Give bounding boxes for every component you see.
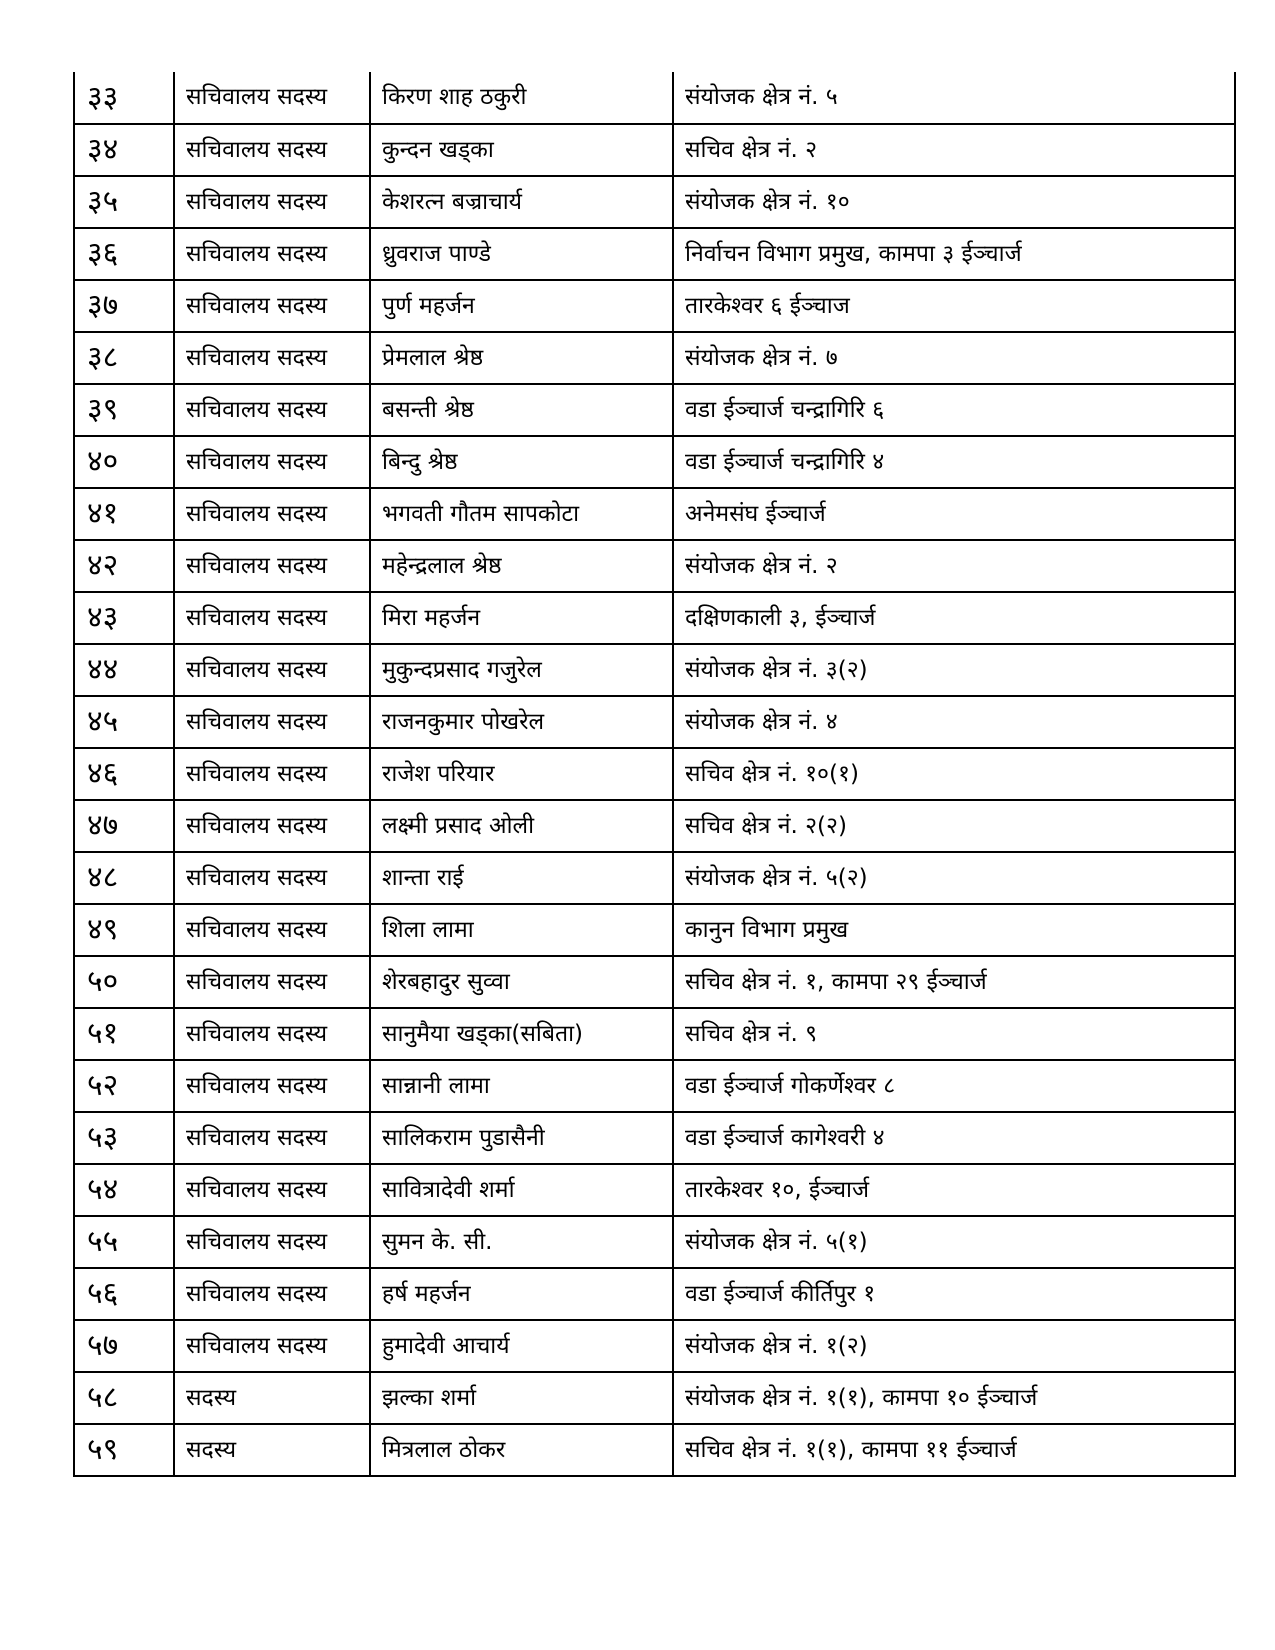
member-name-cell: मित्रलाल ठोकर — [370, 1424, 673, 1476]
table-row — [74, 1320, 1235, 1372]
responsibility-cell: सचिव क्षेत्र नं. १(१), कामपा ११ ईञ्चार्ज — [673, 1424, 1235, 1476]
responsibility-cell: संयोजक क्षेत्र नं. २ — [673, 540, 1235, 592]
role-cell: सदस्य — [174, 1372, 370, 1424]
table-row — [74, 644, 1235, 696]
member-name-cell: केशरत्न बज्राचार्य — [370, 176, 673, 228]
role-cell: सचिवालय सदस्य — [174, 280, 370, 332]
table-row — [74, 1060, 1235, 1112]
role-cell: सचिवालय सदस्य — [174, 1320, 370, 1372]
responsibility-cell: सचिव क्षेत्र नं. १, कामपा २९ ईञ्चार्ज — [673, 956, 1235, 1008]
member-name-cell: बिन्दु श्रेष्ठ — [370, 436, 673, 488]
table-row — [74, 1164, 1235, 1216]
responsibility-cell: वडा ईञ्चार्ज कागेश्वरी ४ — [673, 1112, 1235, 1164]
member-name-cell: झल्का शर्मा — [370, 1372, 673, 1424]
responsibility-cell: सचिव क्षेत्र नं. १०(१) — [673, 748, 1235, 800]
member-name-cell: शिला लामा — [370, 904, 673, 956]
role-cell: सचिवालय सदस्य — [174, 904, 370, 956]
serial-number-cell: ३३ — [74, 72, 174, 124]
serial-number-cell: ४८ — [74, 852, 174, 904]
role-cell: सचिवालय सदस्य — [174, 956, 370, 1008]
role-cell: सचिवालय सदस्य — [174, 384, 370, 436]
table-row — [74, 436, 1235, 488]
serial-number-cell: ३९ — [74, 384, 174, 436]
serial-number-cell: ५४ — [74, 1164, 174, 1216]
serial-number-cell: ३७ — [74, 280, 174, 332]
responsibility-cell: वडा ईञ्चार्ज कीर्तिपुर १ — [673, 1268, 1235, 1320]
responsibility-cell: संयोजक क्षेत्र नं. ५(२) — [673, 852, 1235, 904]
table-row — [74, 176, 1235, 228]
responsibility-cell: कानुन विभाग प्रमुख — [673, 904, 1235, 956]
member-name-cell: मिरा महर्जन — [370, 592, 673, 644]
serial-number-cell: ४४ — [74, 644, 174, 696]
table-row — [74, 72, 1235, 124]
serial-number-cell: ५७ — [74, 1320, 174, 1372]
responsibility-cell: सचिव क्षेत्र नं. २(२) — [673, 800, 1235, 852]
serial-number-cell: ३६ — [74, 228, 174, 280]
responsibility-cell: वडा ईञ्चार्ज गोकर्णेश्वर ८ — [673, 1060, 1235, 1112]
responsibility-cell: तारकेश्वर ६ ईञ्चाज — [673, 280, 1235, 332]
responsibility-cell: संयोजक क्षेत्र नं. ५(१) — [673, 1216, 1235, 1268]
role-cell: सचिवालय सदस्य — [174, 436, 370, 488]
member-name-cell: सावित्रादेवी शर्मा — [370, 1164, 673, 1216]
responsibility-cell: तारकेश्वर १०, ईञ्चार्ज — [673, 1164, 1235, 1216]
member-name-cell: प्रेमलाल श्रेष्ठ — [370, 332, 673, 384]
responsibility-cell: दक्षिणकाली ३, ईञ्चार्ज — [673, 592, 1235, 644]
serial-number-cell: ४९ — [74, 904, 174, 956]
table-row — [74, 540, 1235, 592]
serial-number-cell: ५५ — [74, 1216, 174, 1268]
member-name-cell: ध्रुवराज पाण्डे — [370, 228, 673, 280]
serial-number-cell: ४३ — [74, 592, 174, 644]
table-row — [74, 384, 1235, 436]
member-name-cell: शान्ता राई — [370, 852, 673, 904]
role-cell: सचिवालय सदस्य — [174, 800, 370, 852]
role-cell: सचिवालय सदस्य — [174, 1060, 370, 1112]
serial-number-cell: ४५ — [74, 696, 174, 748]
role-cell: सचिवालय सदस्य — [174, 176, 370, 228]
table-row — [74, 1216, 1235, 1268]
role-cell: सचिवालय सदस्य — [174, 72, 370, 124]
responsibility-cell: संयोजक क्षेत्र नं. ४ — [673, 696, 1235, 748]
table-row — [74, 488, 1235, 540]
role-cell: सचिवालय सदस्य — [174, 696, 370, 748]
role-cell: सचिवालय सदस्य — [174, 1112, 370, 1164]
table-row — [74, 1372, 1235, 1424]
serial-number-cell: ३४ — [74, 124, 174, 176]
serial-number-cell: ५९ — [74, 1424, 174, 1476]
serial-number-cell: ५२ — [74, 1060, 174, 1112]
table-row — [74, 800, 1235, 852]
serial-number-cell: ५१ — [74, 1008, 174, 1060]
role-cell: सचिवालय सदस्य — [174, 1268, 370, 1320]
member-name-cell: हर्ष महर्जन — [370, 1268, 673, 1320]
member-roster-table — [73, 72, 1236, 1477]
responsibility-cell: वडा ईञ्चार्ज चन्द्रागिरि ६ — [673, 384, 1235, 436]
serial-number-cell: ५० — [74, 956, 174, 1008]
responsibility-cell: अनेमसंघ ईञ्चार्ज — [673, 488, 1235, 540]
table-row — [74, 280, 1235, 332]
table-row — [74, 696, 1235, 748]
role-cell: सचिवालय सदस्य — [174, 488, 370, 540]
table-row — [74, 1424, 1235, 1476]
role-cell: सचिवालय सदस्य — [174, 124, 370, 176]
table-row — [74, 1008, 1235, 1060]
member-name-cell: सालिकराम पुडासैनी — [370, 1112, 673, 1164]
member-name-cell: सान्नानी लामा — [370, 1060, 673, 1112]
serial-number-cell: ४० — [74, 436, 174, 488]
responsibility-cell: सचिव क्षेत्र नं. ९ — [673, 1008, 1235, 1060]
serial-number-cell: ४१ — [74, 488, 174, 540]
serial-number-cell: ५३ — [74, 1112, 174, 1164]
member-name-cell: शेरबहादुर सुव्वा — [370, 956, 673, 1008]
serial-number-cell: ५८ — [74, 1372, 174, 1424]
serial-number-cell: ४७ — [74, 800, 174, 852]
member-name-cell: भगवती गौतम सापकोटा — [370, 488, 673, 540]
serial-number-cell: ३५ — [74, 176, 174, 228]
responsibility-cell: संयोजक क्षेत्र नं. १० — [673, 176, 1235, 228]
responsibility-cell: संयोजक क्षेत्र नं. १(१), कामपा १० ईञ्चार्ज — [673, 1372, 1235, 1424]
role-cell: सदस्य — [174, 1424, 370, 1476]
member-name-cell: किरण शाह ठकुरी — [370, 72, 673, 124]
table-row — [74, 748, 1235, 800]
responsibility-cell: निर्वाचन विभाग प्रमुख, कामपा ३ ईञ्चार्ज — [673, 228, 1235, 280]
member-name-cell: महेन्द्रलाल श्रेष्ठ — [370, 540, 673, 592]
responsibility-cell: संयोजक क्षेत्र नं. ७ — [673, 332, 1235, 384]
role-cell: सचिवालय सदस्य — [174, 332, 370, 384]
table-row — [74, 1112, 1235, 1164]
table-row — [74, 1268, 1235, 1320]
responsibility-cell: संयोजक क्षेत्र नं. १(२) — [673, 1320, 1235, 1372]
table-row — [74, 228, 1235, 280]
table-row — [74, 852, 1235, 904]
roster-body — [74, 72, 1235, 1476]
table-row — [74, 904, 1235, 956]
role-cell: सचिवालय सदस्य — [174, 1216, 370, 1268]
member-name-cell: कुन्दन खड्का — [370, 124, 673, 176]
role-cell: सचिवालय सदस्य — [174, 1164, 370, 1216]
member-name-cell: सुमन के. सी. — [370, 1216, 673, 1268]
role-cell: सचिवालय सदस्य — [174, 852, 370, 904]
member-name-cell: राजेश परियार — [370, 748, 673, 800]
member-name-cell: मुकुन्दप्रसाद गजुरेल — [370, 644, 673, 696]
member-name-cell: हुमादेवी आचार्य — [370, 1320, 673, 1372]
member-name-cell: लक्ष्मी प्रसाद ओली — [370, 800, 673, 852]
member-name-cell: पुर्ण महर्जन — [370, 280, 673, 332]
responsibility-cell: संयोजक क्षेत्र नं. ५ — [673, 72, 1235, 124]
responsibility-cell: वडा ईञ्चार्ज चन्द्रागिरि ४ — [673, 436, 1235, 488]
serial-number-cell: ४२ — [74, 540, 174, 592]
serial-number-cell: ३८ — [74, 332, 174, 384]
role-cell: सचिवालय सदस्य — [174, 228, 370, 280]
serial-number-cell: ५६ — [74, 1268, 174, 1320]
responsibility-cell: सचिव क्षेत्र नं. २ — [673, 124, 1235, 176]
table-row — [74, 332, 1235, 384]
role-cell: सचिवालय सदस्य — [174, 540, 370, 592]
table-row — [74, 592, 1235, 644]
member-name-cell: सानुमैया खड्का(सबिता) — [370, 1008, 673, 1060]
member-name-cell: राजनकुमार पोखरेल — [370, 696, 673, 748]
member-name-cell: बसन्ती श्रेष्ठ — [370, 384, 673, 436]
responsibility-cell: संयोजक क्षेत्र नं. ३(२) — [673, 644, 1235, 696]
role-cell: सचिवालय सदस्य — [174, 1008, 370, 1060]
role-cell: सचिवालय सदस्य — [174, 644, 370, 696]
table-row — [74, 124, 1235, 176]
role-cell: सचिवालय सदस्य — [174, 592, 370, 644]
serial-number-cell: ४६ — [74, 748, 174, 800]
role-cell: सचिवालय सदस्य — [174, 748, 370, 800]
table-row — [74, 956, 1235, 1008]
